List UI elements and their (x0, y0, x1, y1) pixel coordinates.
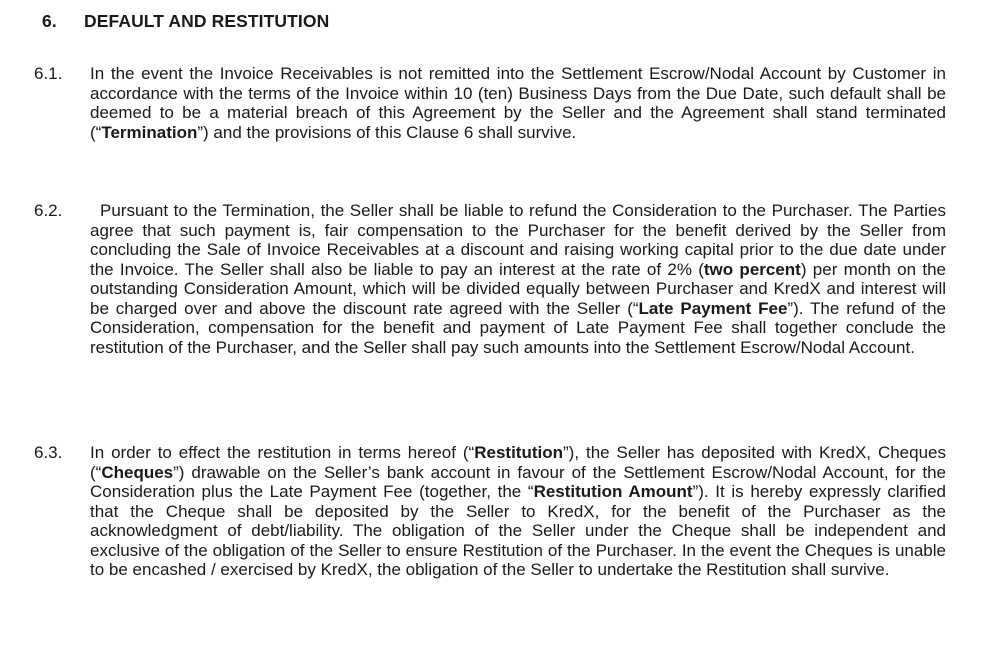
clause-text-part: ”) and the provisions of this Clause 6 shall survive. (197, 122, 577, 142)
clause-number: 6.1. (34, 64, 63, 83)
clause-text-part: ”). It is hereby expressly clarified that the Cheque shall be deposited by the Seller to KredX, for the benefit of the Purchaser as the acknowledgment of debt/liability. The obligation of the Seller under the Cheque shall be independent and exclusive of the obligation of the Seller to ensure Restitution of the Purchaser. In the event the Cheques is unable to be encashed / exercised by KredX, the obligation of the Seller to undertake the Restitution shall survive. (90, 482, 946, 579)
clause-text-part: ”) drawable on the Seller’s bank account in favour of the Settlement Escrow/Nodal Account, for the Consideration plus the Late Payment Fee (together, the “ (90, 462, 946, 501)
defined-term-restitution: Restitution (474, 443, 563, 462)
clause-text (90, 443, 946, 580)
defined-term-cheques: Cheques (101, 462, 174, 482)
clause-text-part: ) per month on the outstanding Consideration Amount, which will be divided equally between Purchaser and KredX and interest will be charged over and above the discount rate agreed with the Seller (“ (90, 259, 946, 318)
clause-text-part: In order to effect the restitution in terms hereof (“ (90, 443, 475, 462)
section-title: DEFAULT AND RESTITUTION (84, 11, 330, 31)
clause-text (90, 201, 946, 357)
clause-number: 6.3. (34, 443, 63, 462)
clause-text (90, 64, 946, 142)
defined-term-termination: Termination (101, 122, 198, 142)
clause-number: 6.2. (34, 201, 63, 220)
defined-term-restitution-amount: Restitution Amount (533, 482, 693, 501)
clause-text-part: ”). The refund of the Consideration, compensation for the benefit and payment of Late Payment Fee shall together conclude the restitution of the Purchaser, and the Seller shall pay such amounts into the Settlement Escrow/Nodal Account. (90, 298, 947, 357)
section-number: 6. (42, 11, 57, 31)
defined-term-late-payment-fee: Late Payment Fee (638, 298, 788, 318)
clause-text-part: ”), the Seller has deposited with KredX, Cheques (“ (90, 443, 946, 482)
section-heading (42, 11, 329, 32)
clause-text-part: In the event the Invoice Receivables is not remitted into the Settlement Escrow/Nodal Account by Customer in accordance with the terms of the Invoice within 10 (ten) Business Days from the Due Date, such default shall be deemed to be a material breach of this Agreement by the Seller and the Agreement shall stand terminated (“ (90, 64, 946, 142)
emphasis-two-percent: two percent (703, 259, 801, 279)
clause-text-part: Pursuant to the Termination, the Seller shall be liable to refund the Consideration to the Purchaser. The Parties agree that such payment is, fair compensation to the Purchaser for the benefit derived by the Seller from concluding the Sale of Invoice Receivables at a discount and raising working capital prior to the due date under the Invoice. The Seller shall also be liable to pay an interest at the rate of 2% ( (90, 201, 946, 279)
